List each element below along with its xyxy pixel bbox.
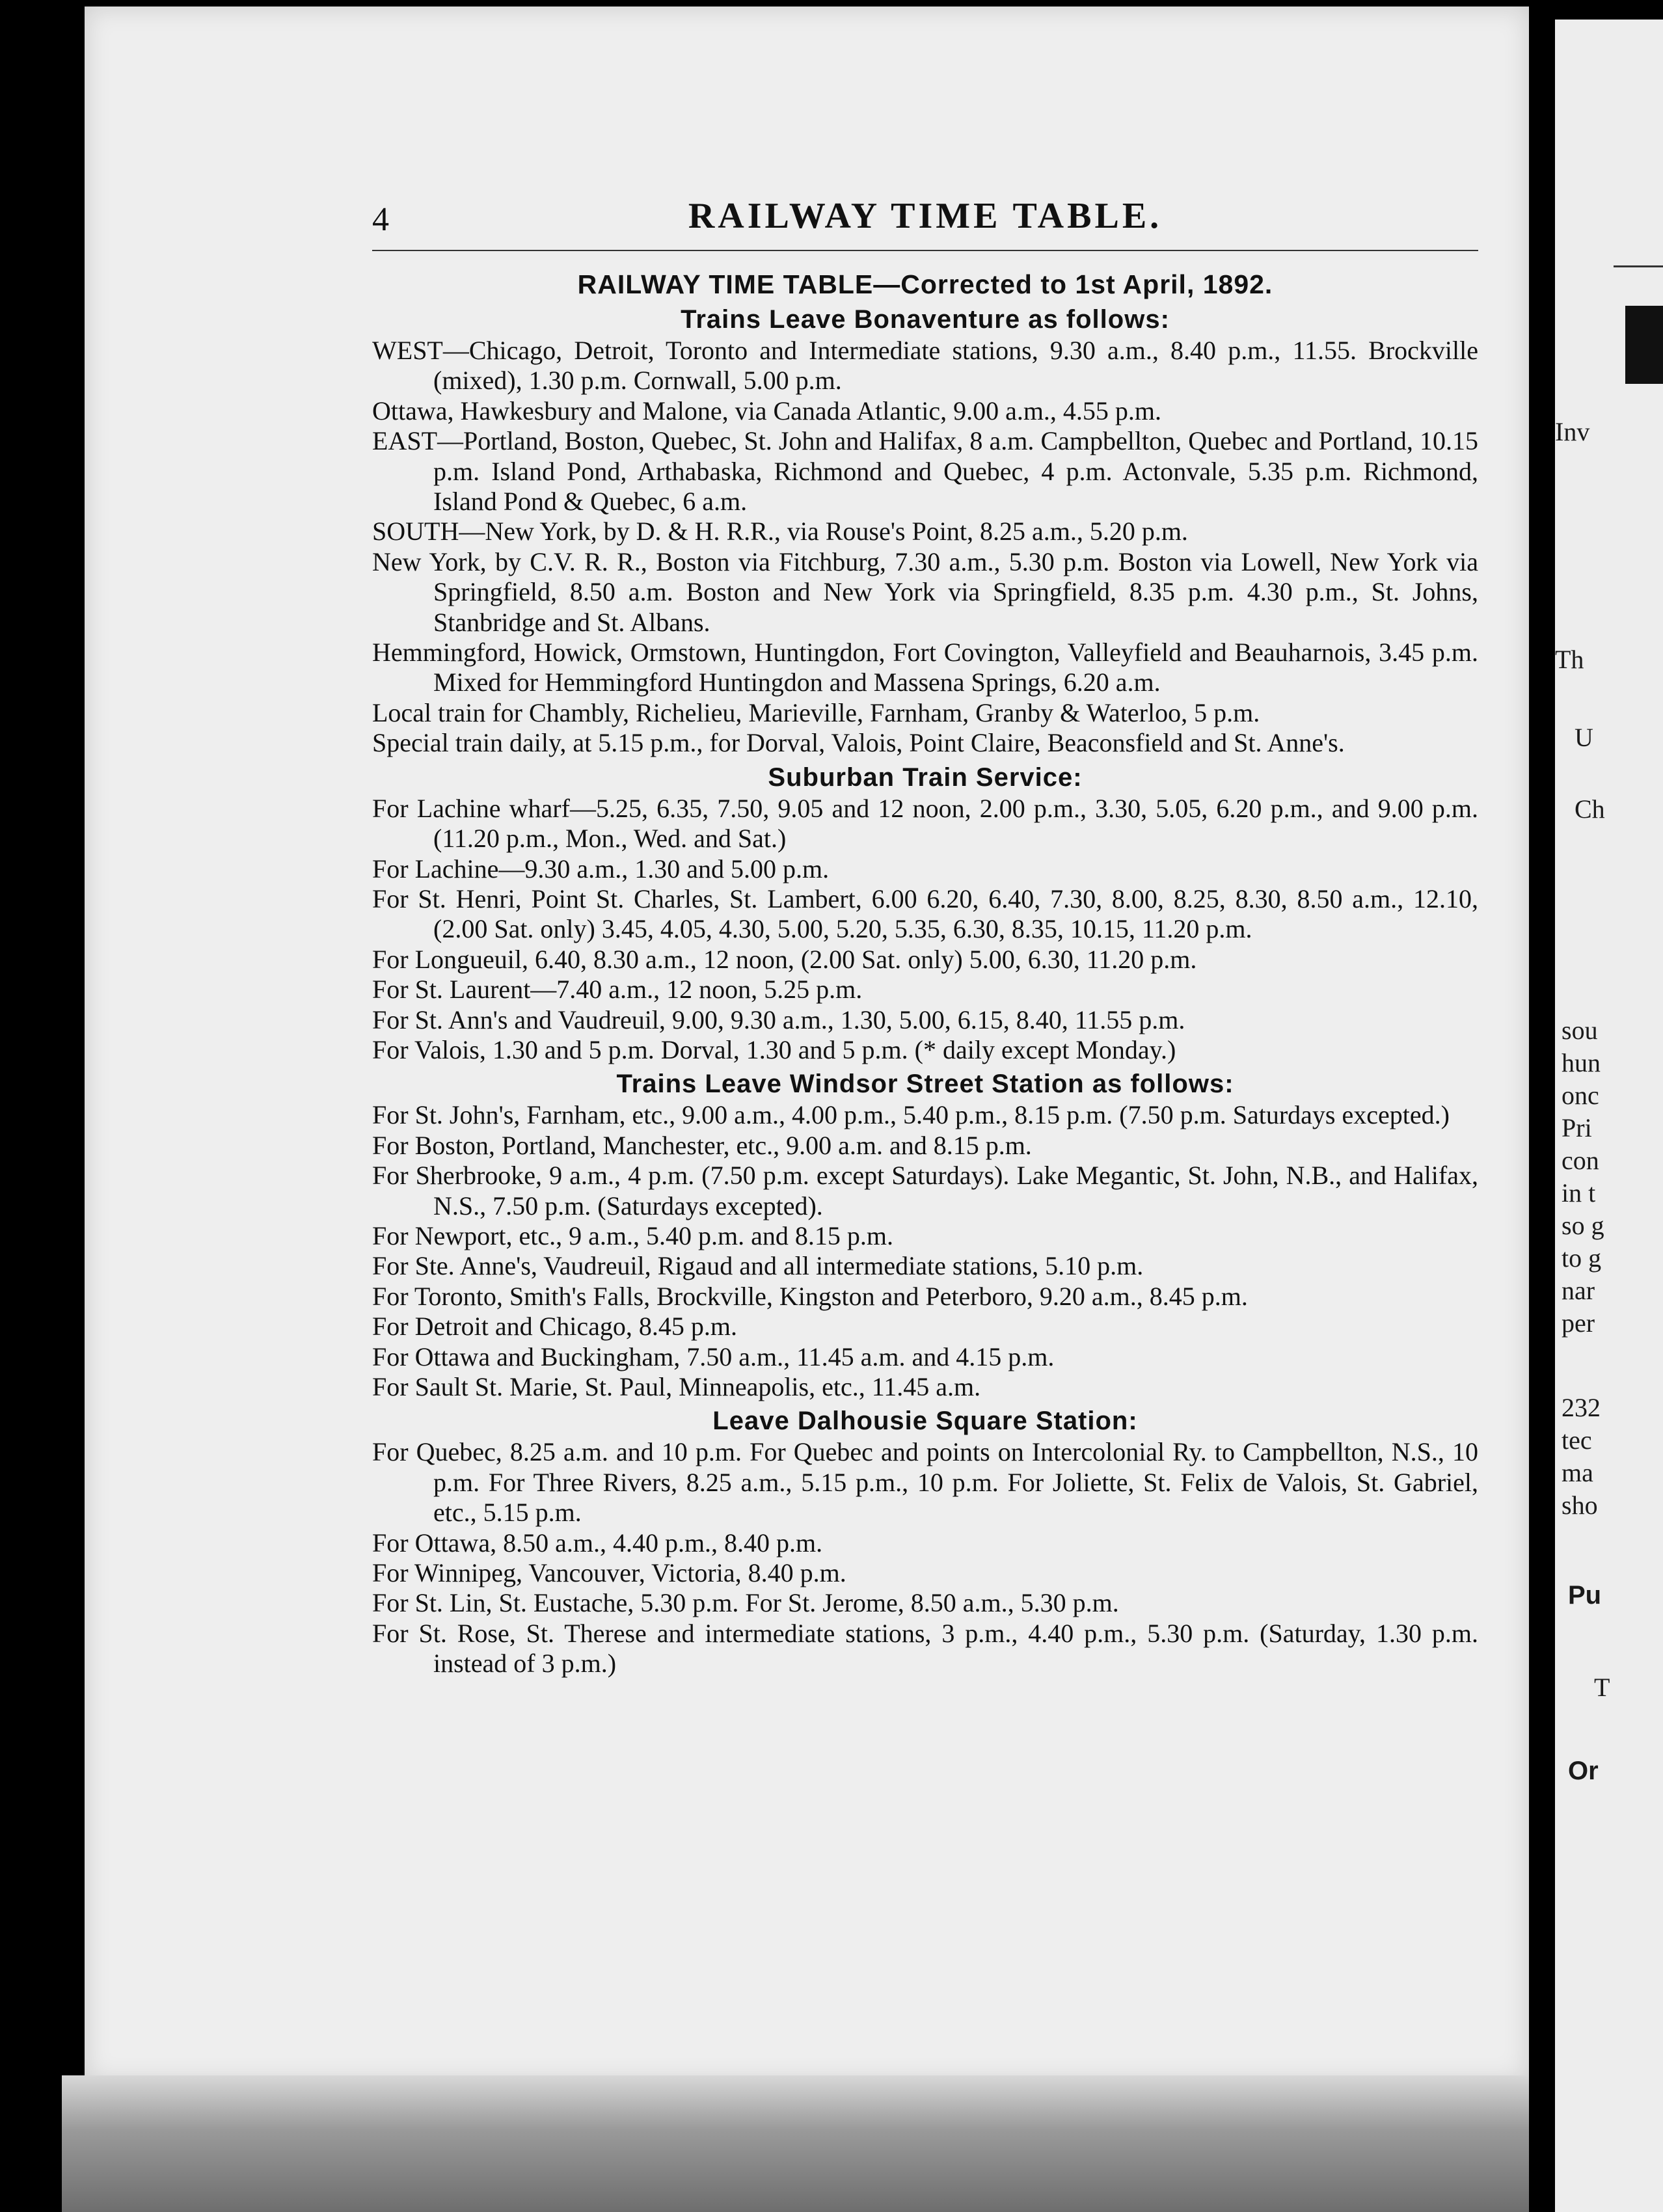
timetable-entry: Local train for Chambly, Richelieu, Marieville, Farnham, Granby & Waterloo, 5 p.m. [372,697,1260,727]
section-heading: Suburban Train Service: [768,762,1083,792]
timetable-entry: For St. Henri, Point St. Charles, St. Lambert, 6.00 6.20, 6.40, 7.30, 8.00, 8.25, 8.30, 8.50 a.m., 12.10, (2.00 Sat. only) 3.45, 4.05, 4.30, 5.00, 5.20, 5.35, 6.30, 8.35, 10.15, 11.20 p.m. [372,883,1478,944]
timetable-entry: For Ottawa, 8.50 a.m., 4.40 p.m., 8.40 p.m. [372,1528,823,1558]
timetable-entry: For Boston, Portland, Manchester, etc., 9.00 a.m. and 8.15 p.m. [372,1130,1032,1160]
running-title: RAILWAY TIME TABLE. [688,196,1163,236]
timetable-entry: Ottawa, Hawkesbury and Malone, via Canada Atlantic, 9.00 a.m., 4.55 p.m. [372,396,1162,425]
timetable-entry: For Toronto, Smith's Falls, Brockville, Kingston and Peterboro, 9.20 a.m., 8.45 p.m. [372,1281,1248,1311]
facing-page-fragment: Pu [1568,1581,1602,1610]
timetable-heading: RAILWAY TIME TABLE—Corrected to 1st April, 1892. [577,269,1273,299]
facing-page-fragment: onc [1562,1081,1599,1110]
facing-page-fragment: sou [1562,1016,1598,1045]
facing-page-fragment: T [1594,1673,1610,1702]
timetable-entry: Hemmingford, Howick, Ormstown, Huntingdon, Fort Covington, Valleyfield and Beauharnois, 3.45 p.m. Mixed for Hemmingford Huntingdon and Massena Springs, 6.20 a.m. [372,638,1478,697]
timetable-entry: Special train daily, at 5.15 p.m., for Dorval, Valois, Point Claire, Beaconsfield and St. Anne's. [372,728,1345,758]
facing-page-fragment: Inv [1555,417,1590,446]
timetable-entry: For St. Ann's and Vaudreuil, 9.00, 9.30 a.m., 1.30, 5.00, 6.15, 8.40, 11.55 p.m. [372,1005,1185,1034]
timetable-entry: For Detroit and Chicago, 8.45 p.m. [372,1312,738,1342]
header-rule [372,250,1478,251]
timetable-entry: EAST—Portland, Boston, Quebec, St. John and Halifax, 8 a.m. Campbellton, Quebec and Portland, 10.15 p.m. Island Pond, Arthabaska, Richmond and Quebec, 4 p.m. Actonvale, 5.35 p.m. Richmond, Island Pond & Quebec, 6 a.m. [372,426,1478,517]
facing-page-fragment: hun [1562,1048,1601,1077]
facing-page-fragment: per [1562,1308,1595,1338]
timetable-entry: For St. Laurent—7.40 a.m., 12 noon, 5.25 p.m. [372,975,863,1005]
page-content [372,195,1478,1679]
timetable-entry: New York, by C.V. R. R., Boston via Fitchburg, 7.30 a.m., 5.30 p.m. Boston via Lowell, New York via Springfield, 8.50 a.m. Boston and New York via Springfield, 8.35 p.m. 4.30 p.m., St. Johns, Stanbridge and St. Albans. [372,546,1478,637]
timetable-entry: For Sault St. Marie, St. Paul, Minneapolis, etc., 11.45 a.m. [372,1372,981,1401]
facing-page-fragment: con [1562,1146,1599,1175]
section-heading: Trains Leave Windsor Street Station as follows: [616,1070,1234,1099]
facing-page-fragment: Ch [1575,794,1605,824]
facing-page-fragment: Or [1568,1757,1599,1785]
facing-page-ornament [1625,306,1663,384]
facing-page-fragment: nar [1562,1276,1595,1305]
facing-page-fragment: so g [1562,1211,1604,1240]
timetable-entry: For Sherbrooke, 9 a.m., 4 p.m. (7.50 p.m. except Saturdays). Lake Megantic, St. John, N.B., and Halifax, N.S., 7.50 p.m. (Saturdays excepted). [372,1161,1478,1221]
timetable-entry: For St. Lin, St. Eustache, 5.30 p.m. For St. Jerome, 8.50 a.m., 5.30 p.m. [372,1588,1119,1618]
page-edge-shadow [62,2075,1529,2212]
timetable-sections [372,303,1478,1679]
running-head [372,195,1478,247]
timetable-entry: For St. John's, Farnham, etc., 9.00 a.m., 4.00 p.m., 5.40 p.m., 8.15 p.m. (7.50 p.m. Saturdays excepted.) [372,1100,1450,1130]
facing-page-fragment: U [1575,723,1593,752]
timetable-entry: For Ste. Anne's, Vaudreuil, Rigaud and all intermediate stations, 5.10 p.m. [372,1251,1144,1281]
facing-page-fragment: tec [1562,1425,1592,1455]
section-heading: Leave Dalhousie Square Station: [712,1407,1138,1436]
timetable-entry: For Ottawa and Buckingham, 7.50 a.m., 11.45 a.m. and 4.15 p.m. [372,1342,1055,1371]
timetable-entry: For Newport, etc., 9 a.m., 5.40 p.m. and 8.15 p.m. [372,1221,893,1250]
section-heading: Trains Leave Bonaventure as follows: [681,305,1170,334]
facing-page-fragment: in t [1562,1178,1596,1207]
timetable-entry: SOUTH—New York, by D. & H. R.R., via Rouse's Point, 8.25 a.m., 5.20 p.m. [372,517,1188,546]
timetable-entry: For Valois, 1.30 and 5 p.m. Dorval, 1.30 and 5 p.m. (* daily except Monday.) [372,1034,1176,1064]
timetable-entry: For Lachine wharf—5.25, 6.35, 7.50, 9.05 and 12 noon, 2.00 p.m., 3.30, 5.05, 6.20 p.m., and 9.00 p.m. (11.20 p.m., Mon., Wed. and Sat.) [372,793,1478,854]
facing-page-fragment: sho [1562,1490,1598,1520]
facing-page-fragment: Th [1555,645,1584,674]
facing-page-rule [1614,265,1663,267]
facing-page-fragment: Pri [1562,1113,1592,1142]
page-number: 4 [372,201,389,238]
facing-page-fragment: to g [1562,1243,1602,1273]
facing-page-fragment: 232 [1562,1393,1601,1422]
timetable-entry: For Lachine—9.30 a.m., 1.30 and 5.00 p.m. [372,854,830,883]
facing-page-fragment: ma [1562,1458,1593,1487]
timetable-entry: For Winnipeg, Vancouver, Victoria, 8.40 p.m. [372,1558,846,1588]
timetable-entry: For St. Rose, St. Therese and intermediate stations, 3 p.m., 4.40 p.m., 5.30 p.m. (Saturday, 1.30 p.m. instead of 3 p.m.) [372,1618,1478,1679]
timetable-entry: For Longueuil, 6.40, 8.30 a.m., 12 noon, (2.00 Sat. only) 5.00, 6.30, 11.20 p.m. [372,944,1197,974]
timetable-entry: For Quebec, 8.25 a.m. and 10 p.m. For Quebec and points on Intercolonial Ry. to Campbellton, N.S., 10 p.m. For Three Rivers, 8.25 a.m., 5.15 p.m., 10 p.m. For Joliette, St. Felix de Valois, St. Gabriel, etc., 5.15 p.m. [372,1437,1478,1528]
timetable-entry: WEST—Chicago, Detroit, Toronto and Intermediate stations, 9.30 a.m., 8.40 p.m., 11.55. Brockville (mixed), 1.30 p.m. Cornwall, 5.00 p.m. [372,336,1478,396]
facing-page-edge [1555,20,1663,2212]
